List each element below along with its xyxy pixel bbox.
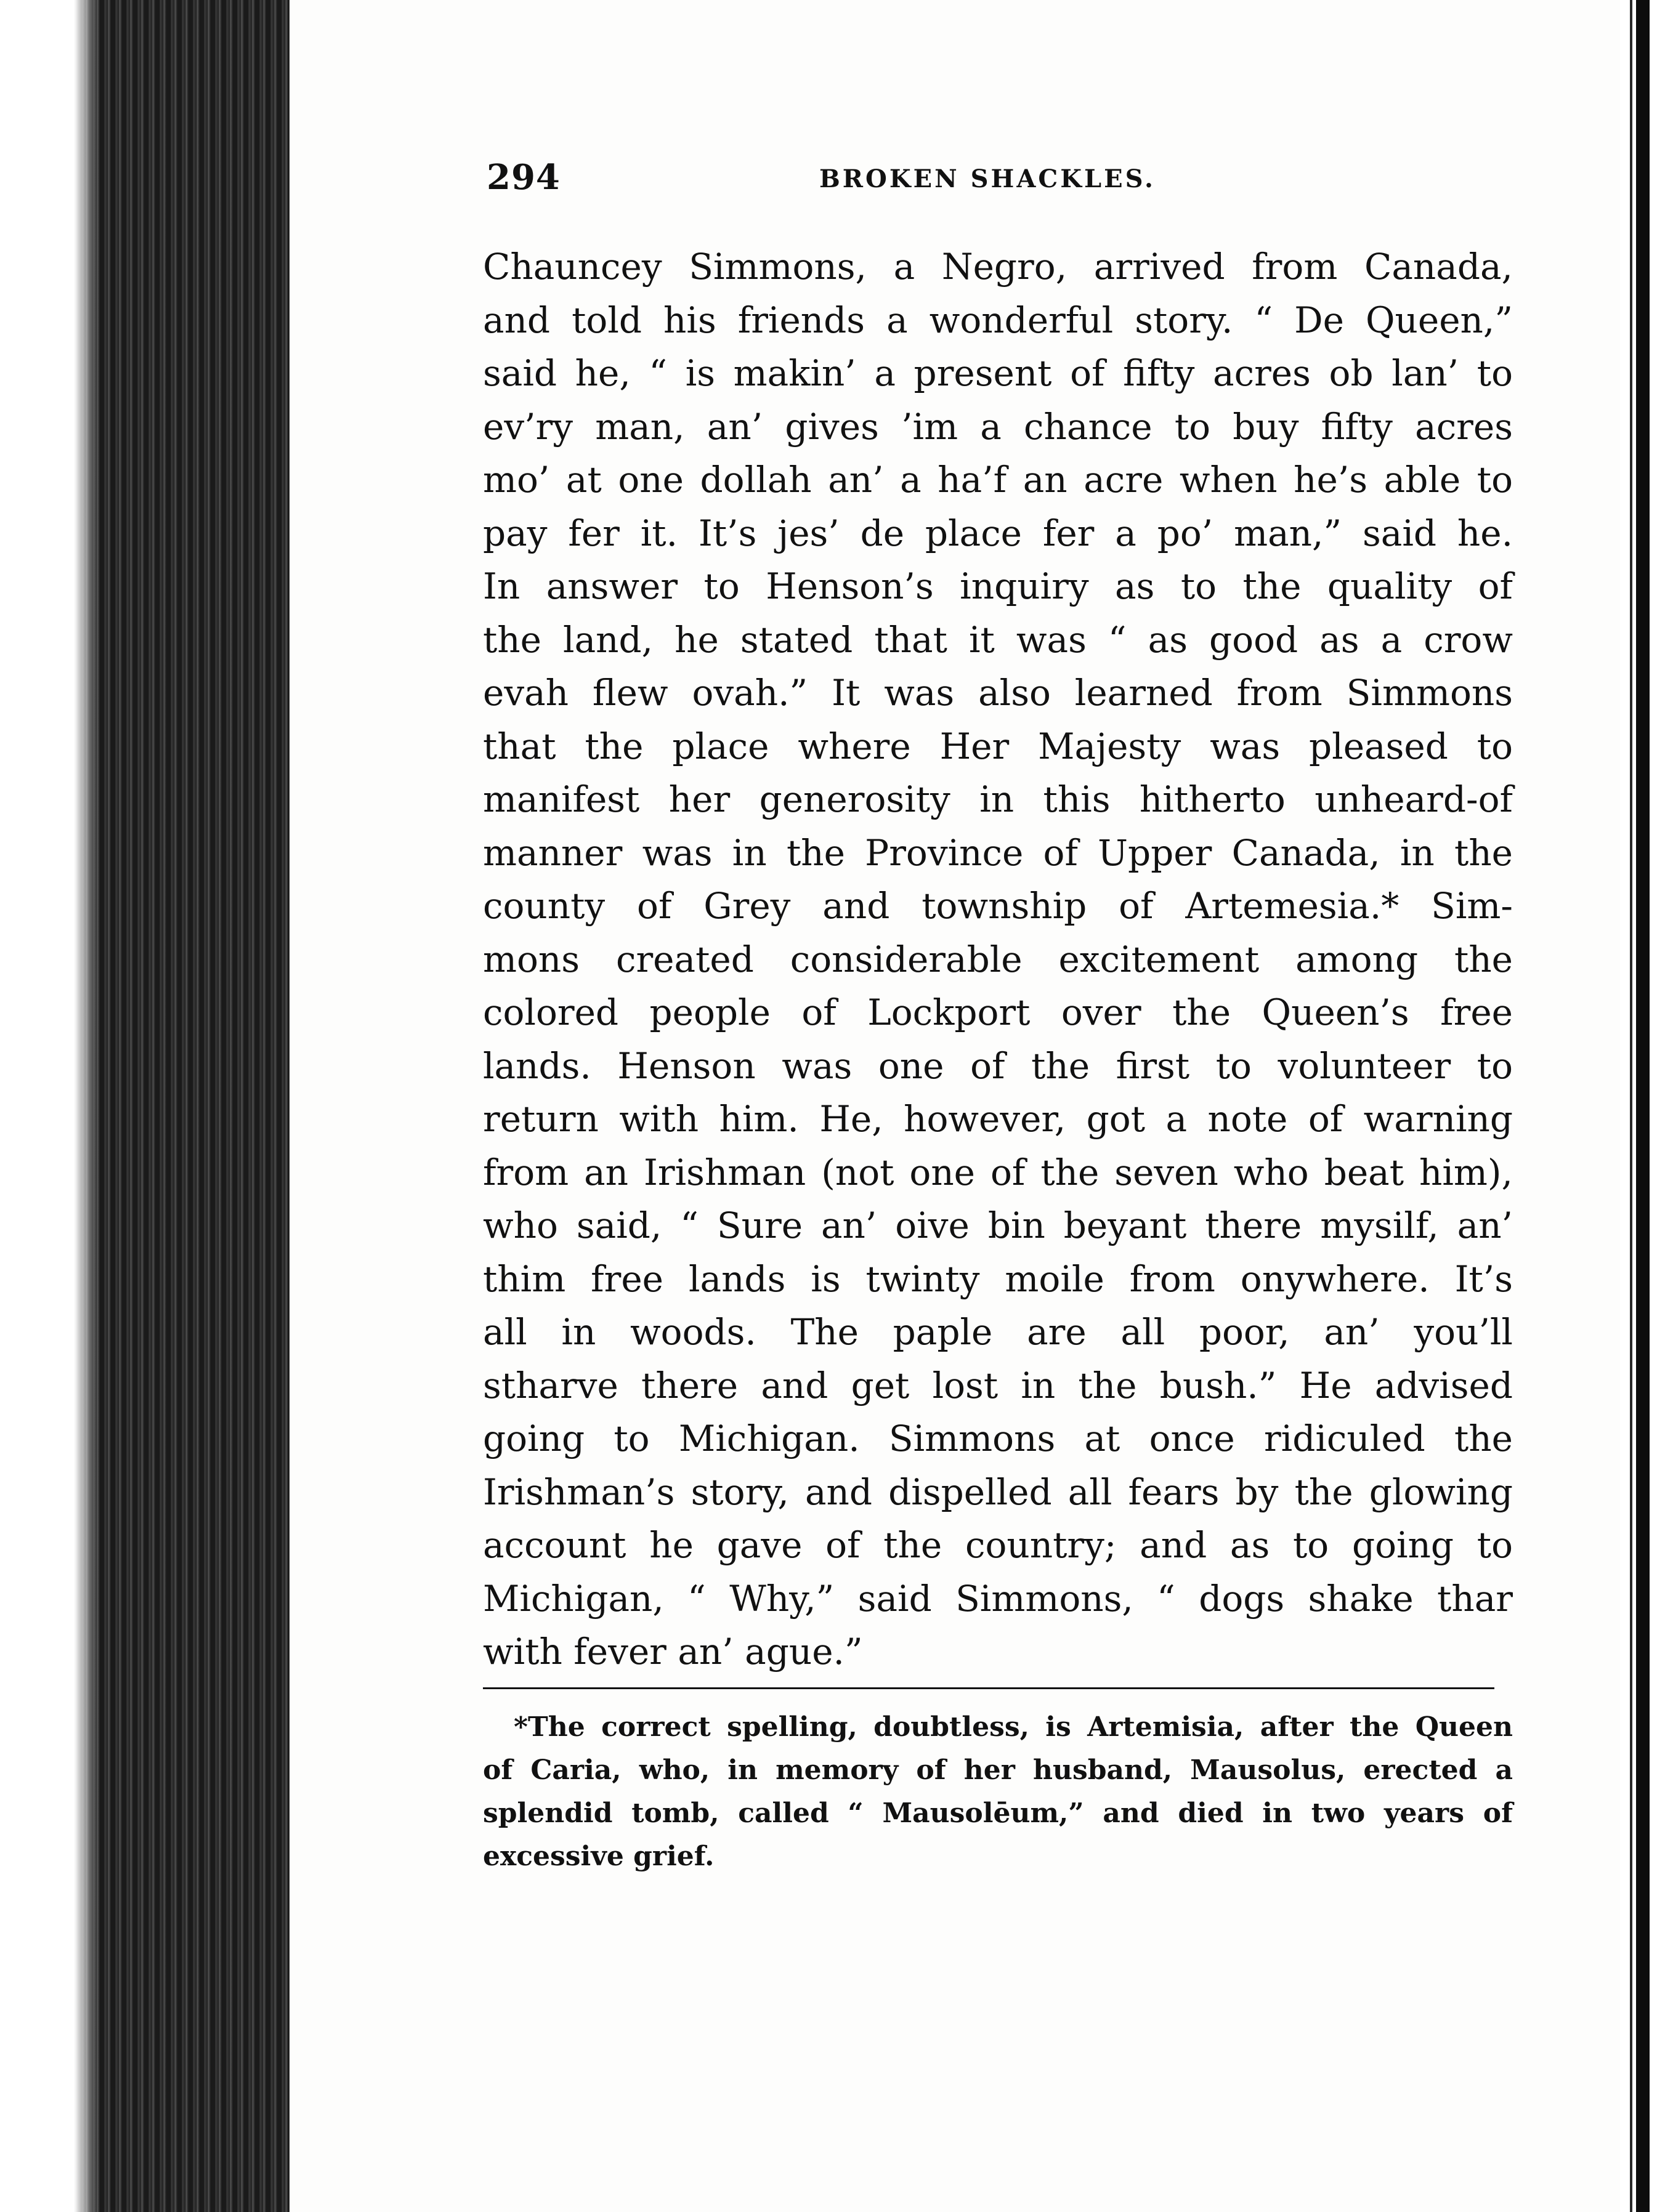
- body-line: pay fer it. It’s jes’ de place fer a po’ man,” said he.: [483, 512, 1513, 554]
- body-line: In answer to Henson’s inquiry as to the quality of: [483, 565, 1513, 607]
- page-number: 294: [487, 157, 561, 198]
- footnote-line: of Caria, who, in memory of her husband, Mausolus, erected a: [483, 1754, 1513, 1786]
- running-title: BROKEN SHACKLES.: [819, 164, 1156, 193]
- body-line: account he gave of the country; and as to going to: [483, 1524, 1513, 1566]
- body-line: with fever an’ ague.”: [483, 1631, 863, 1673]
- running-head: [487, 157, 1521, 206]
- gutter-edge-line: [1630, 0, 1632, 2212]
- body-line: Michigan, “ Why,” said Simmons, “ dogs shake thar: [483, 1577, 1513, 1620]
- body-line: colored people of Lockport over the Queen’s free: [483, 991, 1513, 1033]
- body-line: county of Grey and township of Artemesia.* Sim-: [483, 885, 1513, 927]
- body-line: that the place where Her Majesty was pleased to: [483, 725, 1513, 767]
- page-margin-left: [0, 0, 74, 2212]
- body-line: stharve there and get lost in the bush.” He advised: [483, 1364, 1513, 1407]
- body-line: return with him. He, however, got a note of warning: [483, 1098, 1513, 1140]
- footnote-line: splendid tomb, called “ Mausolēum,” and died in two years of: [483, 1798, 1513, 1829]
- body-line: manifest her generosity in this hitherto unheard-of: [483, 778, 1513, 820]
- body-line: manner was in the Province of Upper Canada, in the: [483, 831, 1513, 874]
- body-line: from an Irishman (not one of the seven who beat him),: [483, 1151, 1513, 1193]
- body-line: thim free lands is twinty moile from onywhere. It’s: [483, 1257, 1513, 1300]
- body-line: mons created considerable excitement among the: [483, 938, 1513, 980]
- body-line: Irishman’s story, and dispelled all fears by the glowing: [483, 1471, 1513, 1513]
- body-line: lands. Henson was one of the first to volunteer to: [483, 1044, 1513, 1087]
- body-line: ev’ry man, an’ gives ’im a chance to buy fifty acres: [483, 405, 1513, 448]
- footnote: [483, 1706, 1513, 1878]
- body-line: said he, “ is makin’ a present of fifty acres ob lan’ to: [483, 352, 1513, 394]
- footnote-line: *The correct spelling, doubtless, is Artemisia, after the Queen: [514, 1711, 1513, 1743]
- body-line: going to Michigan. Simmons at once ridiculed the: [483, 1418, 1513, 1459]
- body-line: all in woods. The paple are all poor, an’ you’ll: [483, 1311, 1513, 1353]
- body-text: [483, 240, 1513, 1679]
- body-line: Chauncey Simmons, a Negro, arrived from Canada,: [483, 246, 1513, 288]
- page-margin-fade: [74, 0, 99, 2212]
- body-line: and told his friends a wonderful story. “ De Queen,”: [483, 299, 1513, 341]
- body-line: evah flew ovah.” It was also learned from Simmons: [483, 672, 1513, 714]
- footnote-rule: [483, 1687, 1494, 1689]
- gutter-shadow: [1636, 0, 1650, 2212]
- body-line: who said, “ Sure an’ oive bin beyant there mysilf, an’: [483, 1205, 1513, 1246]
- body-line: mo’ at one dollah an’ a ha’f an acre when he’s able to: [483, 459, 1513, 501]
- footnote-line: excessive grief.: [483, 1841, 715, 1872]
- body-line: the land, he stated that it was “ as good as a crow: [483, 618, 1513, 661]
